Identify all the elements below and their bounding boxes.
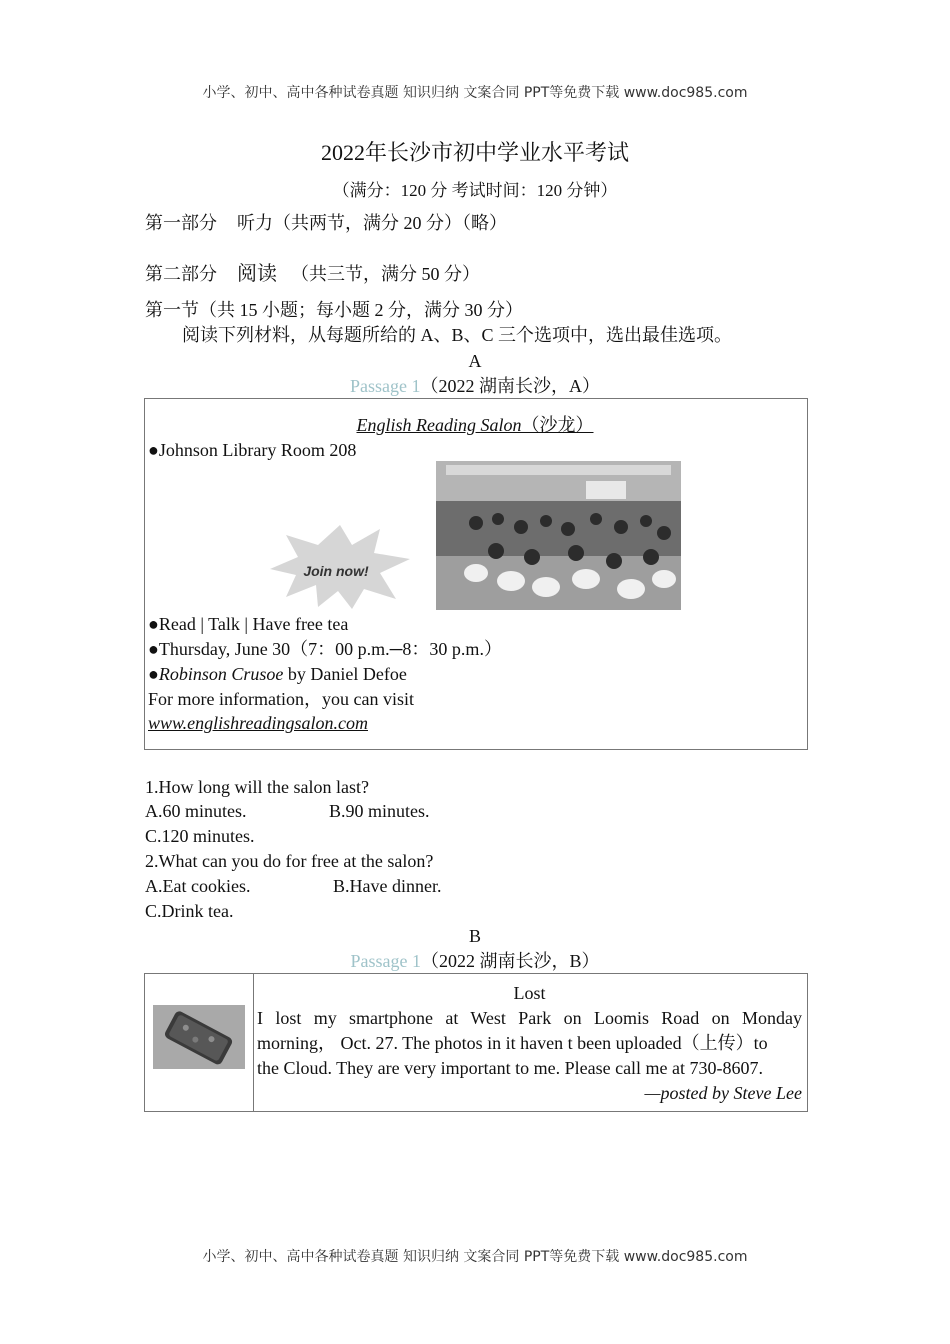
exam-subtitle: （满分：120 分 考试时间：120 分钟） — [332, 181, 618, 200]
passage-b-source-label: Passage 1 — [350, 951, 421, 971]
salon-activities-line — [148, 612, 348, 637]
part1-heading — [145, 211, 507, 236]
part1-label: 第一部分 — [145, 213, 217, 233]
bullet-icon: ● — [148, 664, 159, 684]
question-1-option-c[interactable]: C.120 minutes. — [145, 826, 255, 846]
salon-more-info: For more information，you can visit — [148, 689, 414, 709]
page-footer: 小学、初中、高中各种试卷真题 知识归纳 文案合同 PPT等免费下载 www.doc985.com — [202, 1249, 748, 1265]
passage-b-source-note: （2022 湖南长沙，B） — [420, 951, 600, 971]
join-now-burst-icon — [268, 523, 412, 609]
question-2-option-a[interactable]: A.Eat cookies. — [145, 876, 251, 896]
salon-location: Johnson Library Room 208 — [158, 440, 357, 460]
part2-label: 第二部分 — [145, 264, 217, 284]
smartphone-photo — [153, 1005, 245, 1069]
passage-a-source — [0, 374, 950, 399]
passage-a-source-note: （2022 湖南长沙，A） — [420, 376, 600, 396]
salon-title-en: English Reading Salon — [356, 415, 522, 435]
section1-header: 第一节（共 15 小题；每小题 2 分，满分 30 分） — [145, 300, 523, 320]
table-divider — [253, 973, 254, 1111]
passage-a-letter: A — [468, 351, 482, 371]
join-now-text: Join now! — [303, 563, 369, 579]
question-1-stem: 1.How long will the salon last? — [145, 777, 369, 797]
salon-website-link[interactable]: www.englishreadingsalon.com — [148, 713, 368, 733]
salon-location-line — [148, 438, 356, 463]
salon-time-line — [148, 637, 502, 662]
passage-b-letter: B — [468, 926, 481, 946]
bullet-icon: ● — [148, 639, 159, 659]
lost-title: Lost — [513, 983, 546, 1003]
part2-title: 阅读 — [237, 263, 277, 285]
page-header: 小学、初中、高中各种试卷真题 知识归纳 文案合同 PPT等免费下载 www.doc985.com — [202, 85, 748, 101]
exam-title: 2022年长沙市初中学业水平考试 — [320, 140, 629, 165]
section1-instruction: 阅读下列材料，从每题所给的 A、B、C 三个选项中，选出最佳选项。 — [182, 325, 733, 345]
lost-signature: —posted by Steve Lee — [644, 1083, 802, 1103]
salon-book-title: Robinson Crusoe — [158, 664, 284, 684]
question-2-stem: 2.What can you do for free at the salon? — [145, 851, 434, 871]
lost-line-1: I lost my smartphone at West Park on Loomis Road on Monday — [257, 1008, 802, 1028]
salon-title — [144, 413, 806, 438]
passage-a-source-label: Passage 1 — [350, 376, 421, 396]
salon-book-line — [148, 662, 407, 687]
bullet-icon: ● — [148, 614, 159, 634]
question-2-option-b[interactable]: B.Have dinner. — [333, 876, 442, 896]
salon-time: Thursday, June 30（7：00 p.m.─8：30 p.m.） — [158, 639, 502, 659]
bullet-icon: ● — [148, 440, 159, 460]
part1-text: 听力（共两节，满分 20 分）（略） — [237, 213, 507, 233]
question-1-option-a[interactable]: A.60 minutes. — [145, 801, 247, 821]
question-2-option-c[interactable]: C.Drink tea. — [145, 901, 234, 921]
part2-heading — [145, 262, 480, 287]
lost-line-2: morning， Oct. 27. The photos in it haven t been uploaded（上传）to — [257, 1033, 768, 1053]
question-1-option-b[interactable]: B.90 minutes. — [329, 801, 430, 821]
salon-photo — [436, 461, 681, 610]
salon-title-cn: （沙龙） — [521, 415, 594, 435]
salon-book-author: by Daniel Defoe — [283, 664, 407, 684]
part2-note: （共三节，满分 50 分） — [291, 264, 480, 284]
lost-line-3: the Cloud. They are very important to me. Please call me at 730-8607. — [257, 1058, 764, 1078]
passage-b-source — [0, 949, 950, 974]
salon-activities: Read | Talk | Have free tea — [158, 614, 349, 634]
